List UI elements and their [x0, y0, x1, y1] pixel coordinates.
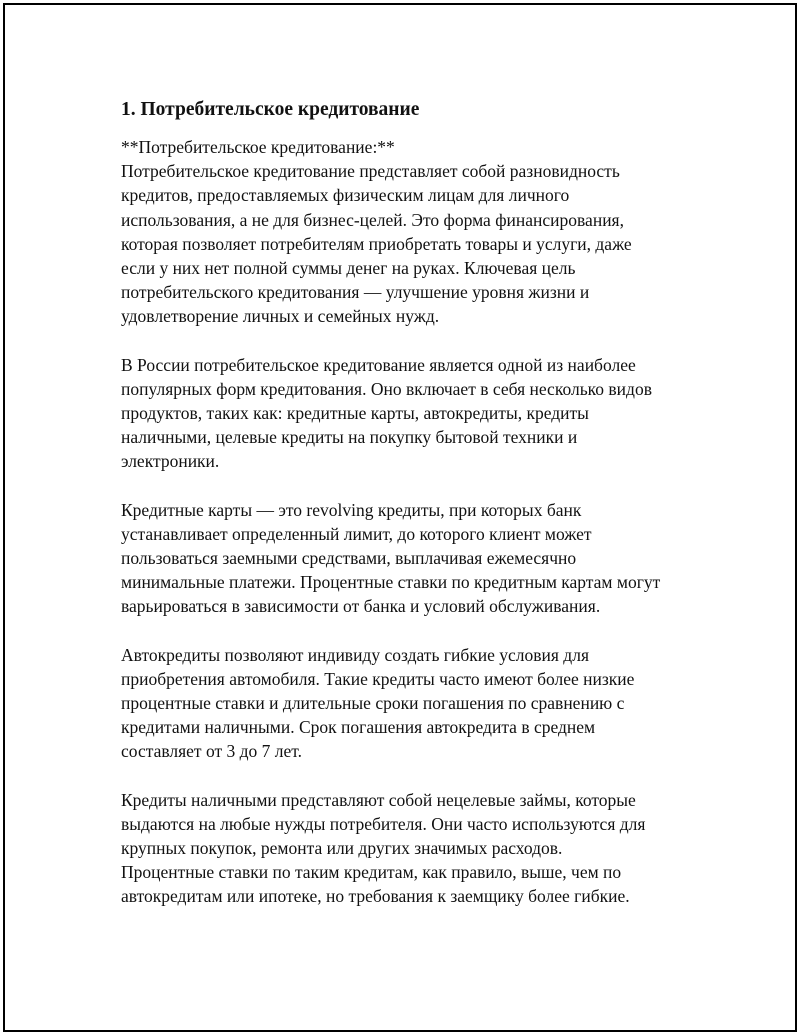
page-frame — [3, 3, 797, 1032]
text-line: популярных форм кредитования. Оно включает в себя несколько видов — [121, 378, 652, 399]
paragraph — [121, 788, 711, 909]
text-line: использования, а не для бизнес-целей. Это форма финансирования, — [121, 209, 624, 230]
text-line: пользоваться заемными средствами, выплачивая ежемесячно — [121, 548, 577, 569]
text-line: составляет от 3 до 7 лет. — [121, 741, 302, 762]
text-line: приобретения автомобиля. Такие кредиты часто имеют более низкие — [121, 668, 635, 689]
text-line: которая позволяет потребителям приобретать товары и услуги, даже — [121, 233, 632, 254]
text-line: автокредитам или ипотеке, но требования к заемщику более гибкие. — [121, 886, 630, 907]
text-line: Автокредиты позволяют индивиду создать гибкие условия для — [121, 644, 589, 665]
text-line: Процентные ставки по таким кредитам, как правило, выше, чем по — [121, 862, 622, 883]
text-line: устанавливает определенный лимит, до которого клиент может — [121, 523, 592, 544]
text-line: потребительского кредитования — улучшение уровня жизни и — [121, 282, 590, 303]
section-heading: 1. Потребительское кредитование — [121, 99, 420, 120]
text-line: процентные ставки и длительные сроки погашения по сравнению с — [121, 693, 625, 714]
paragraphs-container — [121, 135, 711, 909]
text-line: минимальные платежи. Процентные ставки по кредитным картам могут — [121, 572, 661, 593]
text-line: кредитов, предоставляемых физическим лицам для личного — [121, 185, 570, 206]
text-line: если у них нет полной суммы денег на руках. Ключевая цель — [121, 258, 576, 279]
text-line: Кредиты наличными представляют собой нецелевые займы, которые — [121, 789, 636, 810]
text-line: Потребительское кредитование представляет собой разновидность — [121, 161, 620, 182]
text-line: кредитами наличными. Срок погашения автокредита в среднем — [121, 717, 596, 738]
text-line: В России потребительское кредитование является одной из наиболее — [121, 354, 636, 375]
text-line: варьироваться в зависимости от банка и условий обслуживания. — [121, 596, 601, 617]
text-line: выдаются на любые нужды потребителя. Они часто используются для — [121, 813, 646, 834]
text-line: крупных покупок, ремонта или других значимых расходов. — [121, 838, 563, 859]
paragraph — [121, 135, 711, 329]
text-line: наличными, целевые кредиты на покупку бытовой техники и — [121, 427, 578, 448]
text-line: Кредитные карты — это revolving кредиты, при которых банк — [121, 499, 582, 520]
text-line: удовлетворение личных и семейных нужд. — [121, 306, 440, 327]
text-line: электроники. — [121, 451, 220, 472]
text-line: **Потребительское кредитование:** — [121, 137, 395, 157]
text-line: продуктов, таких как: кредитные карты, автокредиты, кредиты — [121, 403, 589, 424]
paragraph — [121, 498, 711, 619]
paragraph — [121, 353, 711, 474]
document-body — [121, 97, 711, 933]
paragraph — [121, 643, 711, 764]
